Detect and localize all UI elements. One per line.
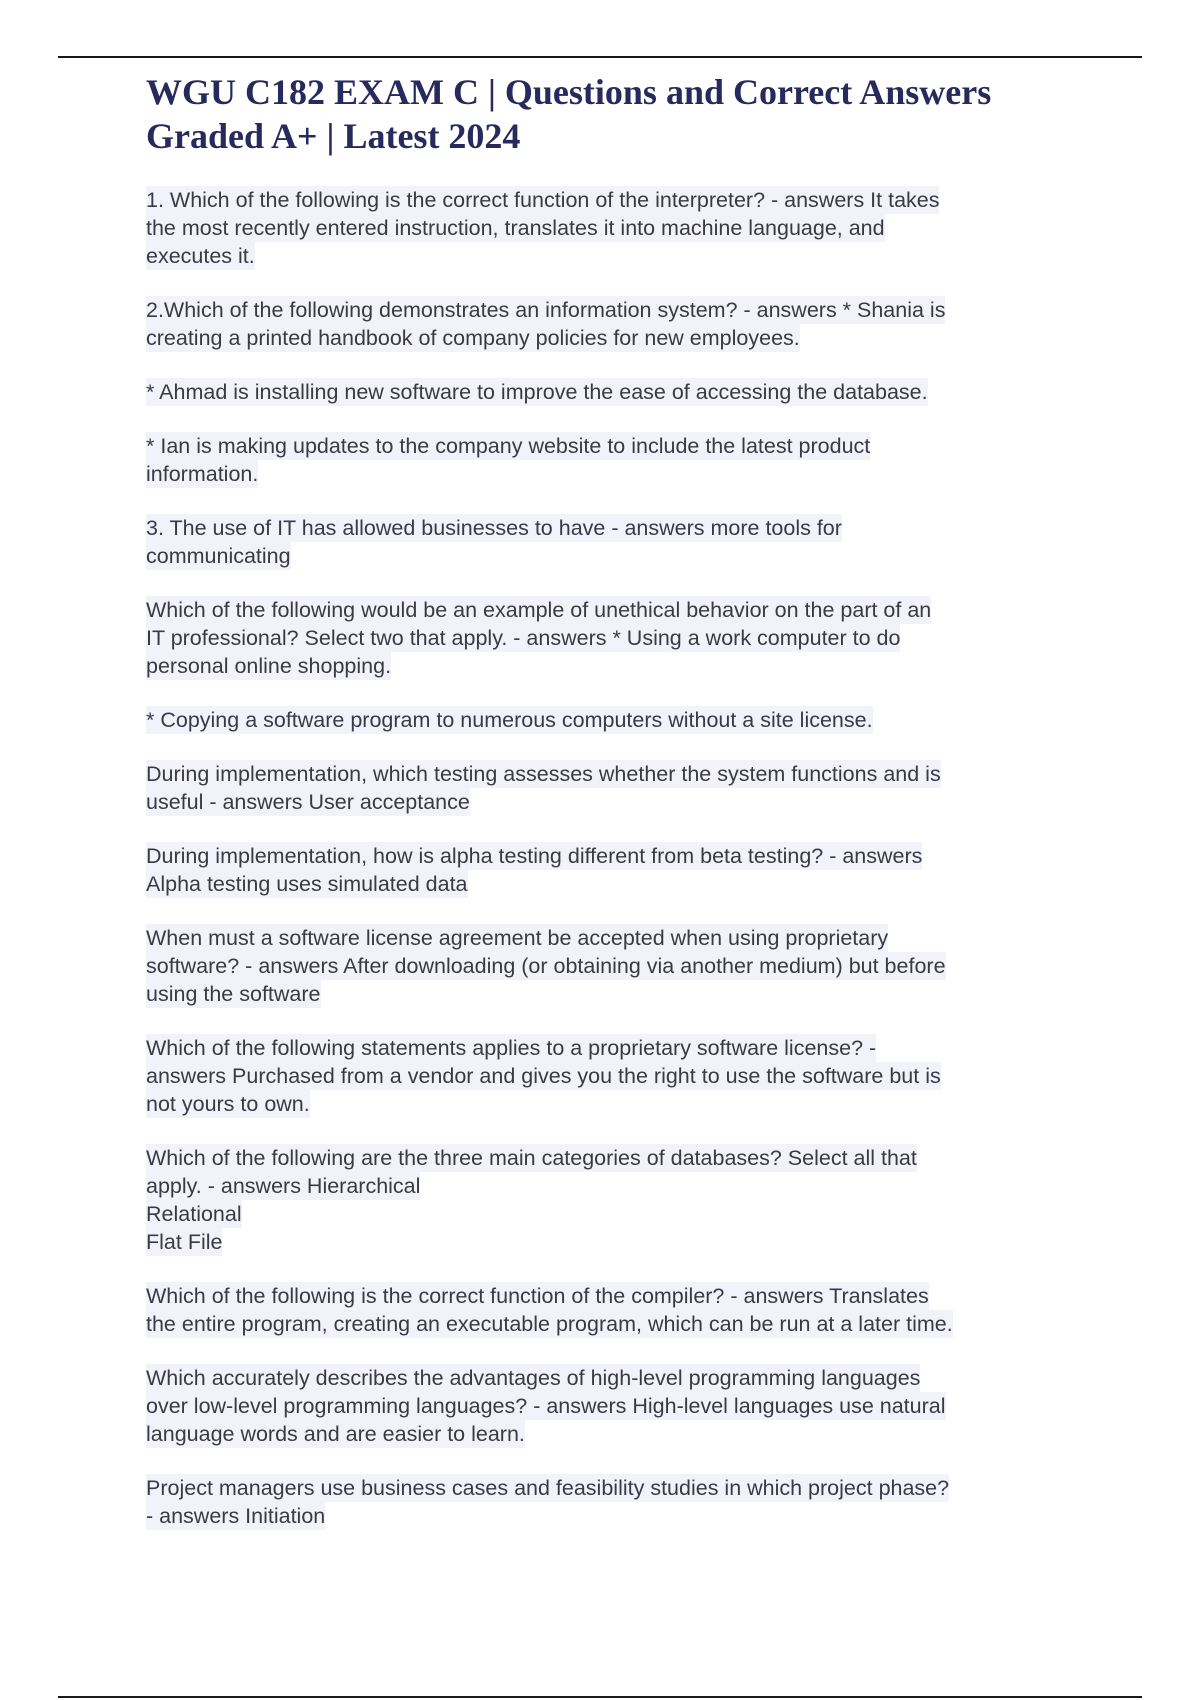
qa-paragraph: [146, 378, 1086, 406]
qa-list: [146, 186, 1086, 1556]
qa-line: language words and are easier to learn.: [146, 1422, 525, 1446]
qa-line: Which accurately describes the advantages of high-level programming languages: [146, 1366, 921, 1390]
qa-line: answers Purchased from a vendor and gives you the right to use the software but is: [146, 1064, 941, 1088]
qa-paragraph: [146, 1034, 1086, 1118]
top-divider: [58, 56, 1142, 58]
qa-paragraph: [146, 514, 1086, 570]
qa-line: over low-level programming languages? - answers High-level languages use natural: [146, 1394, 946, 1418]
qa-line: Project managers use business cases and feasibility studies in which project phase?: [146, 1476, 950, 1500]
qa-line: information.: [146, 462, 259, 486]
qa-paragraph: [146, 186, 1086, 270]
title-line: WGU C182 EXAM C | Questions and Correct Answers: [146, 72, 992, 112]
qa-line: During implementation, which testing assesses whether the system functions and is: [146, 762, 941, 786]
qa-paragraph: [146, 596, 1086, 680]
document-title: [146, 70, 1076, 158]
qa-paragraph: [146, 1144, 1086, 1256]
qa-line: Relational: [146, 1202, 242, 1226]
qa-line: using the software: [146, 982, 321, 1006]
qa-paragraph: [146, 1364, 1086, 1448]
qa-line: creating a printed handbook of company policies for new employees.: [146, 326, 800, 350]
qa-line: IT professional? Select two that apply. - answers * Using a work computer to do: [146, 626, 901, 650]
qa-paragraph: [146, 842, 1086, 898]
title-line: Graded A+ | Latest 2024: [146, 116, 521, 156]
qa-line: Flat File: [146, 1230, 223, 1254]
qa-line: the entire program, creating an executable program, which can be run at a later time.: [146, 1312, 953, 1336]
qa-paragraph: [146, 432, 1086, 488]
qa-line: Which of the following is the correct function of the compiler? - answers Translates: [146, 1284, 929, 1308]
qa-line: communicating: [146, 544, 291, 568]
qa-line: the most recently entered instruction, translates it into machine language, and: [146, 216, 885, 240]
qa-line: software? - answers After downloading (or obtaining via another medium) but before: [146, 954, 946, 978]
qa-line: When must a software license agreement be accepted when using proprietary: [146, 926, 889, 950]
qa-line: not yours to own.: [146, 1092, 310, 1116]
qa-line: * Copying a software program to numerous computers without a site license.: [146, 708, 873, 732]
qa-line: Which of the following statements applies to a proprietary software license? -: [146, 1036, 877, 1060]
qa-line: - answers Initiation: [146, 1504, 326, 1528]
qa-paragraph: [146, 760, 1086, 816]
qa-line: executes it.: [146, 244, 255, 268]
qa-line: useful - answers User acceptance: [146, 790, 470, 814]
qa-paragraph: [146, 1474, 1086, 1530]
qa-line: Which of the following are the three main categories of databases? Select all that: [146, 1146, 917, 1170]
qa-line: Which of the following would be an example of unethical behavior on the part of an: [146, 598, 932, 622]
qa-paragraph: [146, 706, 1086, 734]
qa-line: 3. The use of IT has allowed businesses to have - answers more tools for: [146, 516, 842, 540]
qa-paragraph: [146, 296, 1086, 352]
qa-line: 2.Which of the following demonstrates an information system? - answers * Shania is: [146, 298, 946, 322]
qa-line: * Ahmad is installing new software to improve the ease of accessing the database.: [146, 380, 928, 404]
qa-line: During implementation, how is alpha testing different from beta testing? - answers: [146, 844, 923, 868]
qa-paragraph: [146, 1282, 1086, 1338]
qa-paragraph: [146, 924, 1086, 1008]
qa-line: 1. Which of the following is the correct function of the interpreter? - answers It takes: [146, 188, 940, 212]
bottom-divider: [58, 1696, 1142, 1698]
qa-line: Alpha testing uses simulated data: [146, 872, 468, 896]
qa-line: apply. - answers Hierarchical: [146, 1174, 421, 1198]
qa-line: * Ian is making updates to the company website to include the latest product: [146, 434, 871, 458]
qa-line: personal online shopping.: [146, 654, 392, 678]
